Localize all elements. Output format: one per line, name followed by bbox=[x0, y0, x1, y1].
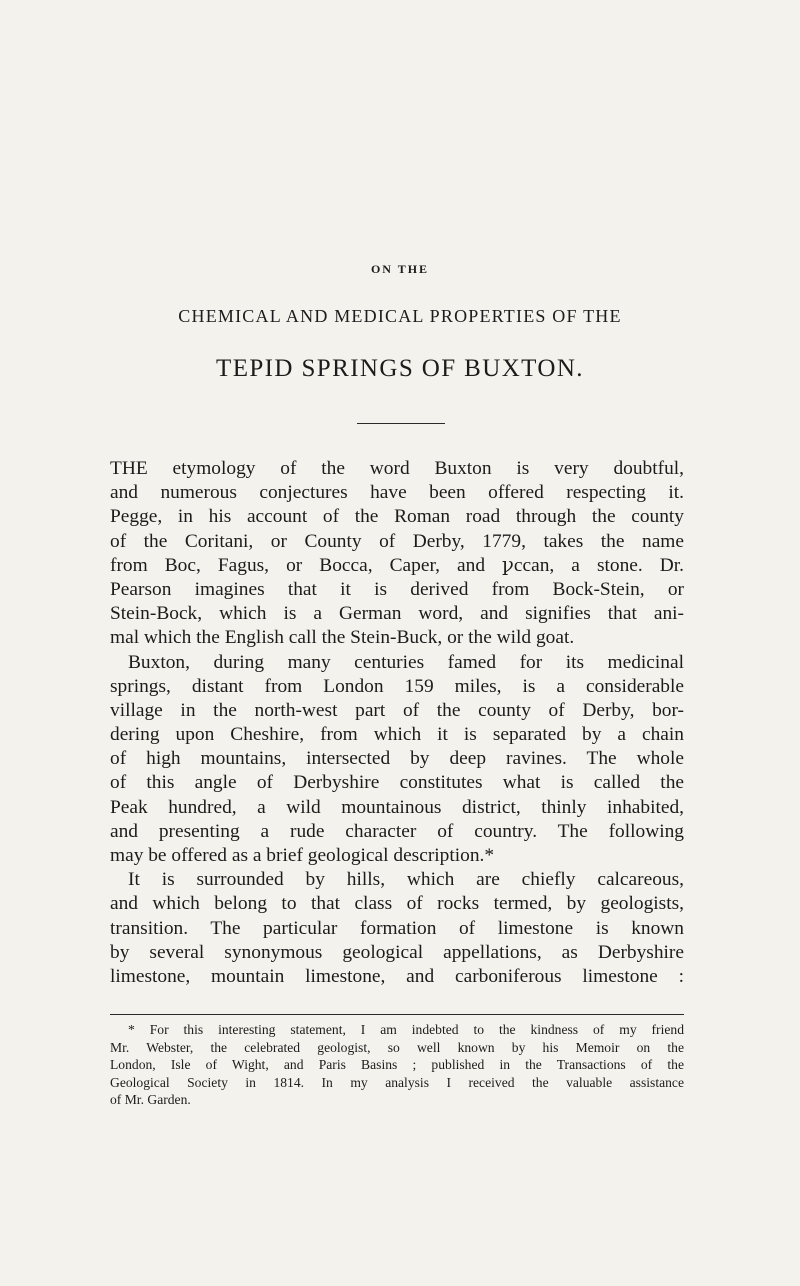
page-title: TEPID SPRINGS OF BUXTON. bbox=[216, 355, 584, 382]
footnote bbox=[110, 1021, 684, 1109]
footnote-line: * For this interesting statement, I am indebted to the kindness of my friend bbox=[128, 1022, 684, 1037]
body-line: Buxton, during many centuries famed for its medicinal bbox=[128, 651, 684, 673]
body-text bbox=[110, 457, 684, 989]
body-line: and which belong to that class of rocks termed, by geologists, bbox=[110, 893, 684, 915]
heading-subtitle: CHEMICAL AND MEDICAL PROPERTIES OF THE bbox=[178, 306, 622, 326]
body-line: may be offered as a brief geological description.* bbox=[110, 845, 495, 866]
body-line: and numerous conjectures have been offered respecting it. bbox=[110, 482, 684, 504]
body-line: springs, distant from London 159 miles, is a considerable bbox=[110, 675, 684, 697]
body-line: village in the north-west part of the county of Derby, bor- bbox=[110, 699, 684, 721]
body-line: from Boc, Fagus, or Bocca, Caper, and ꝩccan, a stone. Dr. bbox=[110, 554, 684, 576]
body-line: Pegge, in his account of the Roman road through the county bbox=[110, 506, 684, 528]
title-divider bbox=[357, 423, 445, 424]
body-line: Peak hundred, a wild mountainous district, thinly inhabited, bbox=[110, 796, 684, 818]
body-line: Pearson imagines that it is derived from Bock-Stein, or bbox=[110, 578, 684, 600]
footnote-divider bbox=[110, 1014, 684, 1015]
body-line: of high mountains, intersected by deep ravines. The whole bbox=[110, 748, 684, 770]
body-line: transition. The particular formation of limestone is known bbox=[110, 917, 684, 939]
body-line: Stein-Bock, which is a German word, and signifies that ani- bbox=[110, 603, 684, 625]
footnote-line: London, Isle of Wight, and Paris Basins ; published in the Transactions of the bbox=[110, 1057, 684, 1072]
body-line: dering upon Cheshire, from which it is separated by a chain bbox=[110, 724, 684, 746]
body-line: It is surrounded by hills, which are chiefly calcareous, bbox=[128, 869, 684, 891]
body-line: THE etymology of the word Buxton is very doubtful, bbox=[110, 458, 684, 479]
heading-on-the: ON THE bbox=[370, 262, 430, 276]
footnote-line: Mr. Webster, the celebrated geologist, so well known by his Memoir on the bbox=[110, 1039, 684, 1055]
body-line: and presenting a rude character of country. The following bbox=[110, 820, 684, 842]
body-line: by several synonymous geological appellations, as Derbyshire bbox=[110, 941, 684, 963]
body-line: of the Coritani, or County of Derby, 1779, takes the name bbox=[110, 530, 684, 552]
footnote-line: of Mr. Garden. bbox=[110, 1092, 191, 1107]
footnote-line: Geological Society in 1814. In my analysis I received the valuable assistance bbox=[110, 1074, 684, 1090]
body-line: limestone, mountain limestone, and carboniferous limestone : bbox=[110, 965, 684, 987]
body-line: mal which the English call the Stein-Buck, or the wild goat. bbox=[110, 627, 575, 649]
body-line: of this angle of Derbyshire constitutes what is called the bbox=[110, 772, 684, 794]
